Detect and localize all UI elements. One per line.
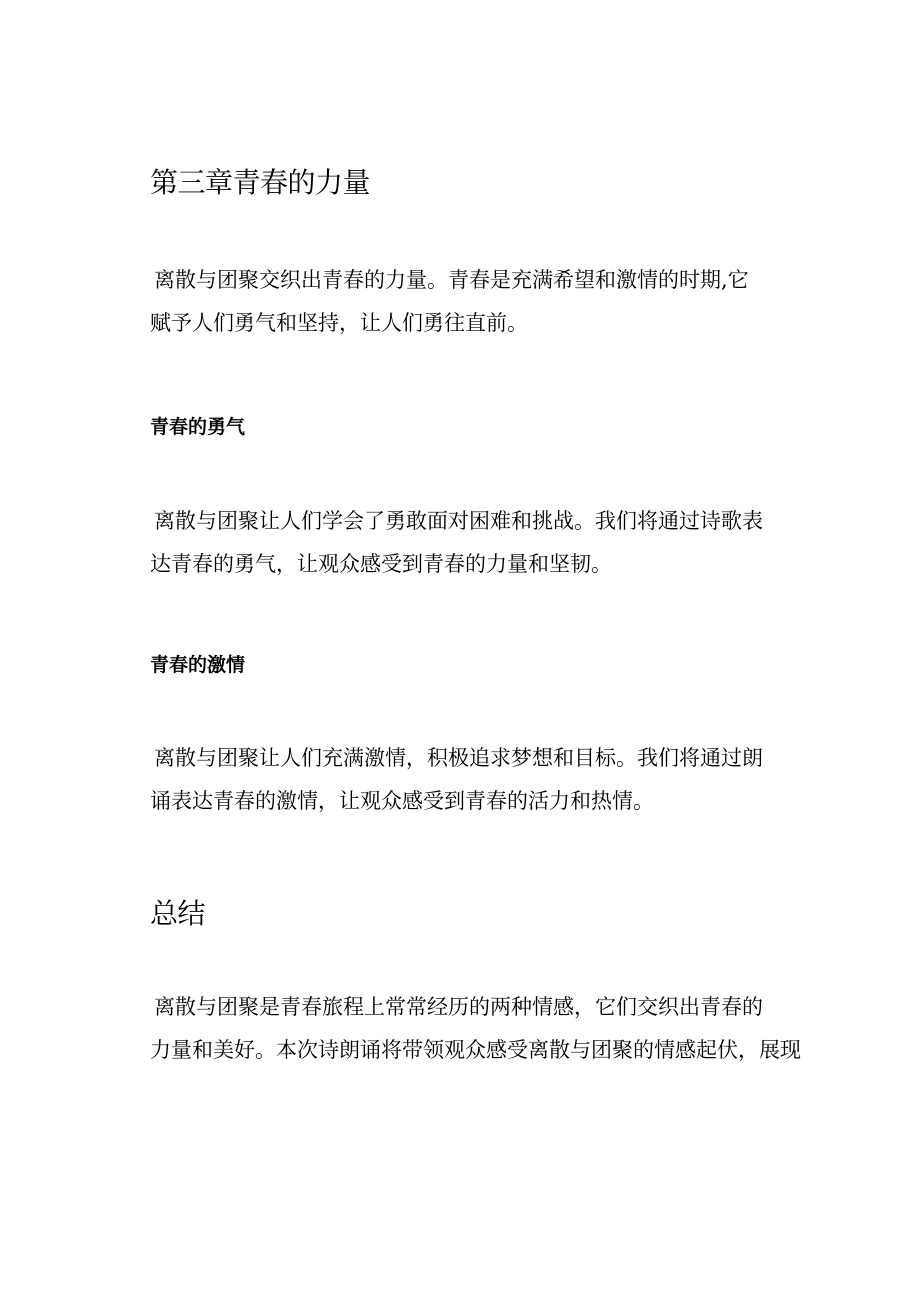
paragraph-line: 离散与团聚交织出青春的力量。青春是充满希望和激情的时期,它 bbox=[154, 268, 749, 292]
subheading-courage: 青春的勇气 bbox=[150, 416, 246, 438]
chapter-paragraph bbox=[150, 259, 816, 345]
subheading-passion: 青春的激情 bbox=[150, 654, 246, 676]
paragraph-line: 赋予人们勇气和坚持，让人们勇往直前。 bbox=[150, 311, 528, 335]
paragraph-line: 离散与团聚让人们充满激情，积极追求梦想和目标。我们将通过朗 bbox=[154, 746, 763, 770]
courage-paragraph bbox=[150, 500, 816, 586]
passion-paragraph bbox=[150, 737, 816, 823]
paragraph-line: 离散与团聚是青春旅程上常常经历的两种情感，它们交织出青春的 bbox=[154, 995, 763, 1019]
summary-heading: 总结 bbox=[150, 897, 206, 930]
chapter-heading: 第三章青春的力量 bbox=[150, 166, 371, 199]
paragraph-line: 离散与团聚让人们学会了勇敢面对困难和挑战。我们将通过诗歌表 bbox=[154, 509, 763, 533]
paragraph-line: 达青春的勇气，让观众感受到青春的力量和坚韧。 bbox=[150, 552, 612, 576]
paragraph-line: 诵表达青春的激情，让观众感受到青春的活力和热情。 bbox=[150, 789, 654, 813]
paragraph-line: 力量和美好。本次诗朗诵将带领观众感受离散与团聚的情感起伏，展现 bbox=[150, 1038, 801, 1062]
summary-paragraph bbox=[150, 986, 816, 1072]
